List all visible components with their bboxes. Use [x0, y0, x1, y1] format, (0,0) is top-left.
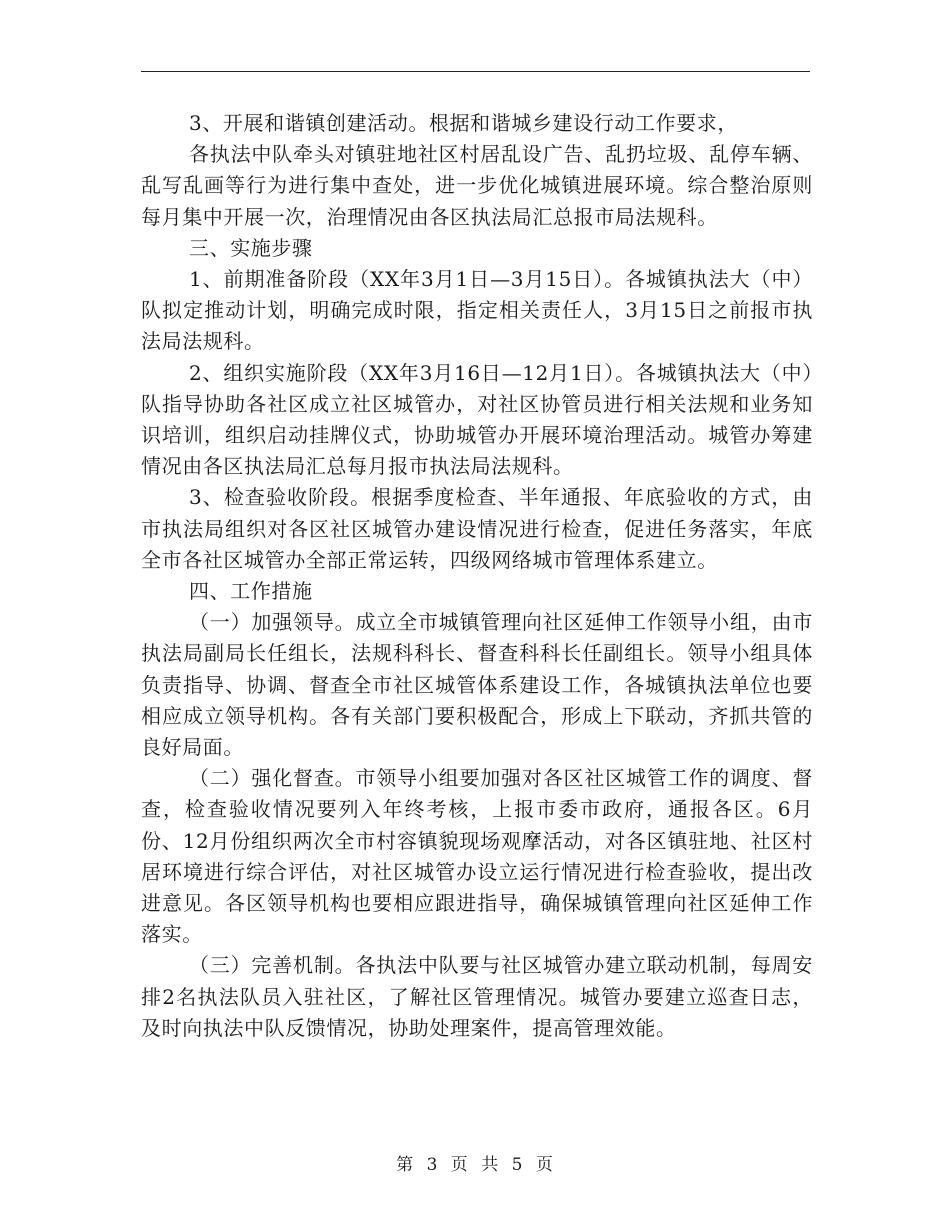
page-label: 第 — [396, 1155, 415, 1175]
section-heading: 三、实施步骤 — [189, 235, 313, 260]
paragraph: （一）加强领导。成立全市城镇管理向社区延伸工作领导小组，由市执法局副局长任组长，法规科科长、督查科科长任副组长。领导小组具体负责指导、协调、督查全市社区城管体系建设工作，各城镇执法单位也要相应成立领导机构。各有关部门要积极配合，形成上下联动，齐抓共管的良好局面。 — [141, 610, 813, 760]
total-label: 共 — [481, 1155, 500, 1175]
paragraph: 1、前期准备阶段（XX年3月1日—3月15日）。各城镇执法大（中）队拟定推动计划，明确完成时限，指定相关责任人，3月15日之前报市执法局法规科。 — [141, 267, 813, 354]
total-word: 页 — [535, 1155, 554, 1175]
paragraph: 各执法中队牵头对镇驻地社区村居乱设广告、乱扔垃圾、乱停车辆、乱写乱画等行为进行集中查处，进一步优化城镇进展环境。综合整治原则每月集中开展一次，治理情况由各区执法局汇总报市局法规科。 — [141, 142, 813, 229]
paragraph: （三）完善机制。各执法中队要与社区城管办建立联动机制，每周安排2名执法队员入驻社区，了解社区管理情况。城管办要建立巡查日志，及时向执法中队反馈情况，协助处理案件，提高管理效能。 — [141, 953, 813, 1040]
current-page-number: 3 — [426, 1155, 439, 1175]
document-body — [141, 108, 813, 1044]
page-footer — [0, 1154, 950, 1176]
header-rule — [141, 71, 810, 72]
paragraph: 3、开展和谐镇创建活动。根据和谐城乡建设行动工作要求， — [189, 111, 738, 135]
paragraph: （二）强化督查。市领导小组要加强对各区社区城管工作的调度、督查，检查验收情况要列入年终考核，上报市委市政府，通报各区。6月份、12月份组织两次全市村容镇貌现场观摩活动，对各区镇驻地、社区村居环境进行综合评估，对社区城管办设立运行情况进行检查验收，提出改进意见。各区领导机构也要相应跟进指导，确保城镇管理向社区延伸工作落实。 — [141, 766, 813, 947]
section-heading: 四、工作措施 — [189, 579, 313, 604]
total-pages-number: 5 — [511, 1155, 524, 1175]
paragraph: 3、检查验收阶段。根据季度检查、半年通报、年底验收的方式，由市执法局组织对各区社区城管办建设情况进行检查，促进任务落实，年底全市各社区城管办全部正常运转，四级网络城市管理体系建立。 — [141, 485, 813, 572]
paragraph: 2、组织实施阶段（XX年3月16日—12月1日）。各城镇执法大（中）队指导协助各社区成立社区城管办，对社区协管员进行相关法规和业务知识培训，组织启动挂牌仪式，协助城管办开展环境治理活动。城管办筹建情况由各区执法局汇总每月报市执法局法规科。 — [141, 360, 813, 479]
page-word: 页 — [450, 1155, 469, 1175]
